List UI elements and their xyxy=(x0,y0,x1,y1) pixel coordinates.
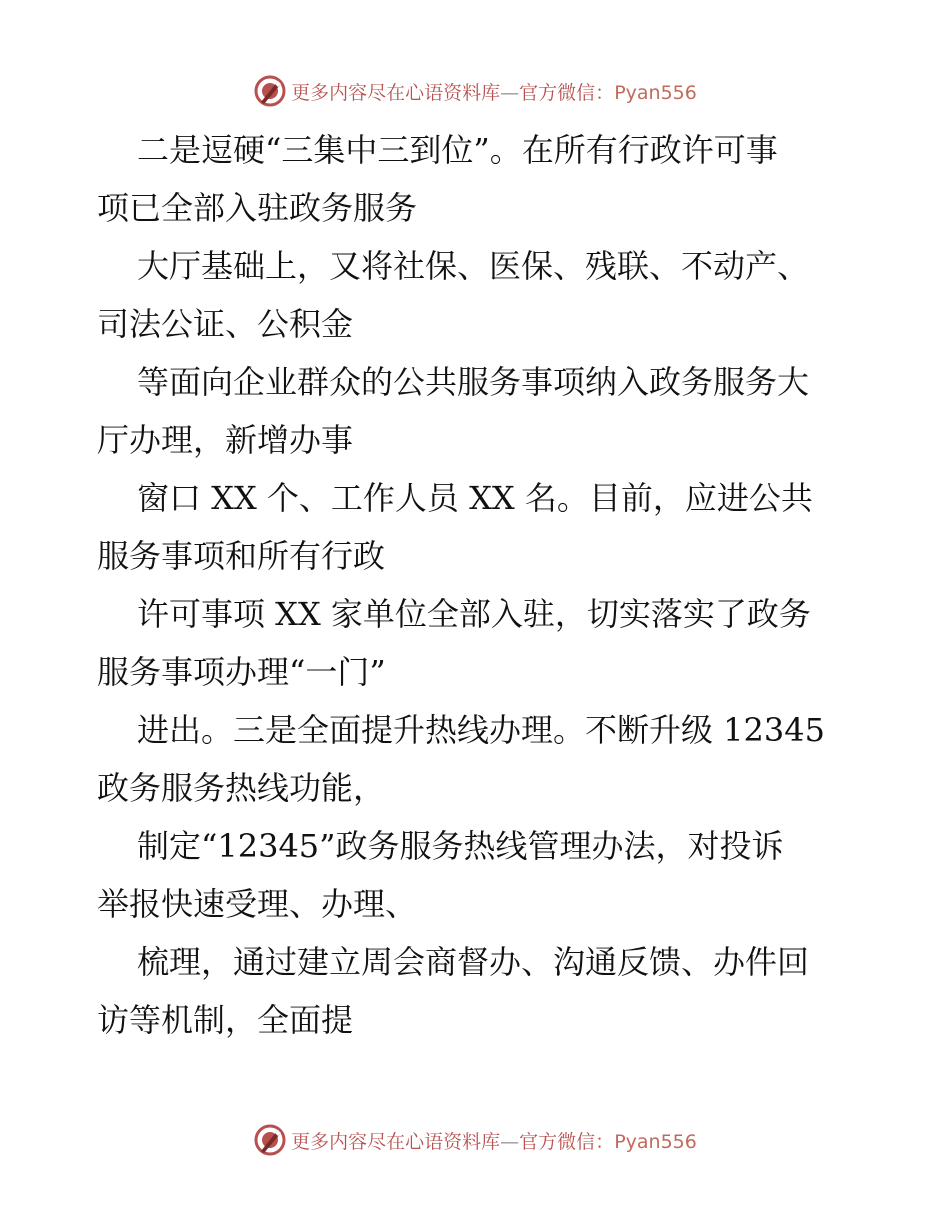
body-line: 司法公证、公积金 xyxy=(97,305,354,343)
body-line: 等面向企业群众的公共服务事项纳入政务服务大 xyxy=(137,363,810,401)
watermark-official-text: 官方微信： xyxy=(519,1130,615,1153)
watermark-id-text: Pyan556 xyxy=(614,1130,697,1153)
body-line: 服务事项办理“一门” xyxy=(97,653,386,691)
pen-logo-icon xyxy=(253,1123,287,1157)
watermark-separator: — xyxy=(500,81,520,104)
body-line: 服务事项和所有行政 xyxy=(97,537,386,575)
body-line: 梳理，通过建立周会商督办、沟通反馈、办件回 xyxy=(137,943,810,981)
watermark-official-text: 官方微信： xyxy=(519,81,615,104)
body-line: 许可事项 XX 家单位全部入驻，切实落实了政务 xyxy=(137,595,811,633)
body-line: 访等机制，全面提 xyxy=(97,1001,354,1039)
body-line: 进出。三是全面提升热线办理。不断升级 12345 xyxy=(137,711,825,749)
body-line: 大厅基础上，又将社保、医保、残联、不动产、 xyxy=(137,247,810,285)
watermark-id-text: Pyan556 xyxy=(614,81,697,104)
body-line: 项已全部入驻政务服务 xyxy=(97,189,418,227)
watermark-separator: — xyxy=(500,1130,520,1153)
document-body xyxy=(97,121,857,1049)
body-line: 厅办理，新增办事 xyxy=(97,421,354,459)
watermark-main-text: 更多内容尽在心语资料库 xyxy=(291,81,501,104)
body-line: 政务服务热线功能， xyxy=(97,769,386,807)
header-watermark xyxy=(0,71,950,111)
body-line: 制定“12345”政务服务热线管理办法，对投诉 xyxy=(137,827,784,865)
watermark-main-text: 更多内容尽在心语资料库 xyxy=(291,1130,501,1153)
pen-logo-icon xyxy=(253,74,287,108)
footer-watermark xyxy=(0,1120,950,1160)
body-line: 窗口 XX 个、工作人员 XX 名。目前，应进公共 xyxy=(137,479,813,517)
body-line: 二是逗硬“三集中三到位”。在所有行政许可事 xyxy=(137,131,778,169)
body-line: 举报快速受理、办理、 xyxy=(97,885,418,923)
